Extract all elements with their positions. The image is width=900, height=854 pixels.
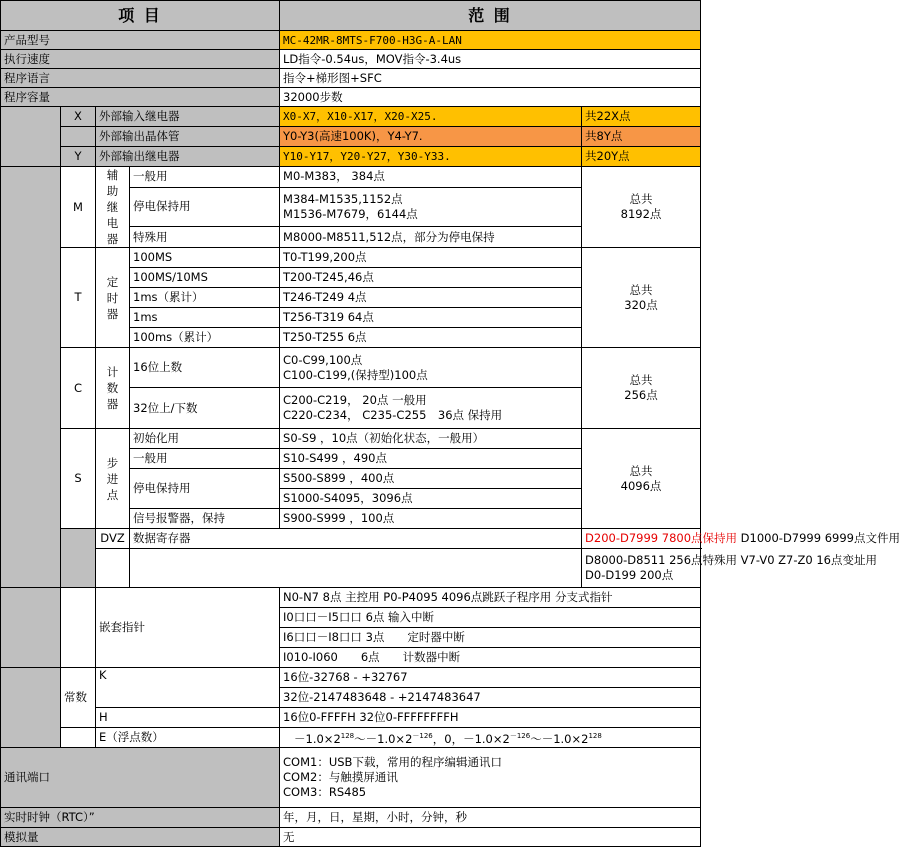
comm-value	[280, 748, 701, 808]
const-h: H	[96, 708, 280, 728]
nest-label: 嵌套指针	[96, 588, 280, 668]
t-r4-value: T256-T319 64点	[280, 308, 582, 328]
header-range: 范 围	[280, 1, 701, 31]
s-desc	[96, 429, 130, 529]
c-up-value	[280, 348, 582, 388]
m-retain-value-2: M1536-M7679，6144点	[283, 206, 418, 221]
t-r1-value: T0-T199,200点	[280, 248, 582, 268]
d-blank-label	[130, 549, 582, 588]
yt-value: Y0-Y3(高速100K)，Y4-Y7.	[280, 127, 582, 147]
t-r5-label: 100ms（累计）	[130, 328, 280, 348]
m-retain-value-1: M384-M1535,1152点	[283, 191, 403, 206]
s-code: S	[61, 429, 96, 529]
c-updown-value-2: C220-C234， C235-C255 36点 保持用	[283, 408, 503, 422]
t-r3-label: 1ms（累计）	[130, 288, 280, 308]
value-model: MC-42MR-8MTS-F700-H3G-A-LAN	[280, 31, 701, 50]
label-lang: 程序语言	[1, 69, 280, 88]
y-total: 共20Y点	[582, 147, 701, 167]
y-name: 外部输出继电器	[96, 147, 280, 167]
const-e-blank	[61, 728, 96, 748]
nest-line-1: N0-N7 8点 主控用 P0-P4095 4096点跳跃子程序用 分支式指针	[280, 588, 701, 608]
yt-name: 外部输出晶体管	[96, 127, 280, 147]
m-special-label: 特殊用	[130, 227, 280, 248]
nest-line-4: I010-I060 6点 计数器中断	[280, 648, 701, 668]
s-alarm-label: 信号报警器，保持	[130, 509, 280, 529]
nest-line-2: I0口口－I5口口 6点 输入中断	[280, 608, 701, 628]
value-speed: LD指令-0.54us，MOV指令-3.4us	[280, 50, 701, 69]
s-alarm-value: S900-S999 ，100点	[280, 509, 582, 529]
s-desc-text: 步进点	[106, 455, 119, 502]
c-total-1: 总共	[629, 373, 653, 387]
m-special-value: M8000-M8511,512点，部分为停电保持	[280, 227, 582, 248]
m-desc-text: 辅助继电器	[106, 168, 119, 246]
d-value	[582, 529, 900, 549]
d-value-red: D200-D7999 7800点保持用	[585, 531, 738, 545]
x-code: X	[61, 107, 96, 127]
y-value: Y10-Y17，Y20-Y27，Y30-Y33.	[280, 147, 582, 167]
value-capacity: 32000步数	[280, 88, 701, 107]
analog-value: 无	[280, 828, 701, 847]
d-value-extra	[582, 549, 877, 588]
label-model: 产品型号	[1, 31, 280, 50]
c-updown-label: 32位上/下数	[130, 388, 280, 429]
m-total	[582, 167, 701, 248]
c-up-value-2: C100-C199,(保持型)100点	[283, 367, 428, 382]
m-general-value: M0-M383， 384点	[280, 167, 582, 188]
t-desc-text: 定时器	[106, 274, 119, 321]
d-value-3: D0-D199 200点	[585, 568, 674, 582]
t-r2-label: 100MS/10MS	[130, 268, 280, 288]
label-capacity: 程序容量	[1, 88, 280, 107]
c-total-2: 256点	[624, 388, 658, 402]
const-k: K	[96, 668, 280, 708]
m-general-label: 一般用	[130, 167, 280, 188]
t-r1-label: 100MS	[130, 248, 280, 268]
x-name: 外部输入继电器	[96, 107, 280, 127]
s-init-value: S0-S9 ，10点（初始化状态，一般用）	[280, 429, 582, 449]
s-retain-label: 停电保持用	[130, 469, 280, 509]
comm-line-1: COM1：USB下载，常用的程序编辑通讯口	[283, 755, 502, 769]
d-code: DVZ	[96, 529, 130, 549]
c-desc	[96, 348, 130, 429]
y-code: Y	[61, 147, 96, 167]
c-code: C	[61, 348, 96, 429]
m-retain-label: 停电保持用	[130, 187, 280, 226]
m-total-2: 8192点	[620, 207, 662, 221]
value-lang: 指令+梯形图+SFC	[280, 69, 701, 88]
m-desc	[96, 167, 130, 248]
s-general-value: S10-S499 ，490点	[280, 449, 582, 469]
const-h-1: 16位0-FFFFH 32位0-FFFFFFFFH	[280, 708, 701, 728]
const-label: 常数	[61, 668, 96, 728]
t-r4-label: 1ms	[130, 308, 280, 328]
t-desc	[96, 248, 130, 348]
comm-line-2: COM2：与触摸屏通讯	[283, 770, 398, 784]
x-total: 共22X点	[582, 107, 701, 127]
const-k-2: 32位-2147483648 - +2147483647	[280, 688, 701, 708]
nest-line-3: I6口口－I8口口 3点 定时器中断	[280, 628, 701, 648]
s-general-label: 一般用	[130, 449, 280, 469]
d-blank-code	[96, 549, 130, 588]
yt-code	[61, 127, 96, 147]
d-label: 数据寄存器	[130, 529, 582, 549]
m-retain-value	[280, 187, 582, 226]
const-e-range: $-1.0\times 2^{128}\sim-1.0\times 2^{-126}$，0，$-1.0\times 2^{-126}\sim-1.0\times 2^{128}$	[280, 728, 701, 748]
analog-label: 模拟量	[1, 828, 280, 847]
t-total-2: 320点	[624, 297, 658, 312]
s-total-2: 4096点	[620, 478, 662, 493]
relay-group-cell	[1, 167, 61, 588]
nest-group-cell	[1, 588, 61, 668]
s-retain-value-2: S1000-S4095，3096点	[280, 489, 582, 509]
c-total	[582, 348, 701, 429]
m-code: M	[61, 167, 96, 248]
m-total-1: 总共	[629, 192, 653, 206]
s-init-label: 初始化用	[130, 429, 280, 449]
d-group-cell	[61, 529, 96, 588]
t-r2-value: T200-T245,46点	[280, 268, 582, 288]
c-updown-value	[280, 388, 582, 429]
d-value-rest: D1000-D7999 6999点文件用	[737, 531, 900, 545]
header-item: 项 目	[1, 1, 280, 31]
c-desc-text: 计数器	[106, 365, 119, 411]
s-retain-value-1: S500-S899 ，400点	[280, 469, 582, 489]
x-value: X0-X7，X10-X17，X20-X25.	[280, 107, 582, 127]
t-total-1: 总共	[629, 282, 653, 297]
rtc-label: 实时时钟（RTC）”	[1, 808, 280, 828]
rtc-value: 年，月，日，星期，小时，分钟，秒	[280, 808, 701, 828]
yt-total: 共8Y点	[582, 127, 701, 147]
comm-line-3: COM3：RS485	[283, 785, 367, 799]
label-speed: 执行速度	[1, 50, 280, 69]
c-up-label: 16位上数	[130, 348, 280, 388]
t-r5-value: T250-T255 6点	[280, 328, 582, 348]
const-group-cell	[1, 668, 61, 748]
comm-label: 通讯端口	[1, 748, 280, 808]
nest-blank	[61, 588, 96, 668]
s-total-1: 总共	[629, 463, 653, 478]
c-up-value-1: C0-C99,100点	[283, 352, 363, 367]
s-total	[582, 429, 701, 529]
const-e: E（浮点数）	[96, 728, 280, 748]
d-value-2: D8000-D8511 256点特殊用 V7-V0 Z7-Z0 16点变址用	[585, 553, 877, 567]
const-k-1: 16位-32768 - +32767	[280, 668, 701, 688]
t-r3-value: T246-T249 4点	[280, 288, 582, 308]
t-total	[582, 248, 701, 348]
t-code: T	[61, 248, 96, 348]
io-group-cell	[1, 107, 61, 167]
c-updown-value-1: C200-C219， 20点 一般用	[283, 393, 427, 407]
